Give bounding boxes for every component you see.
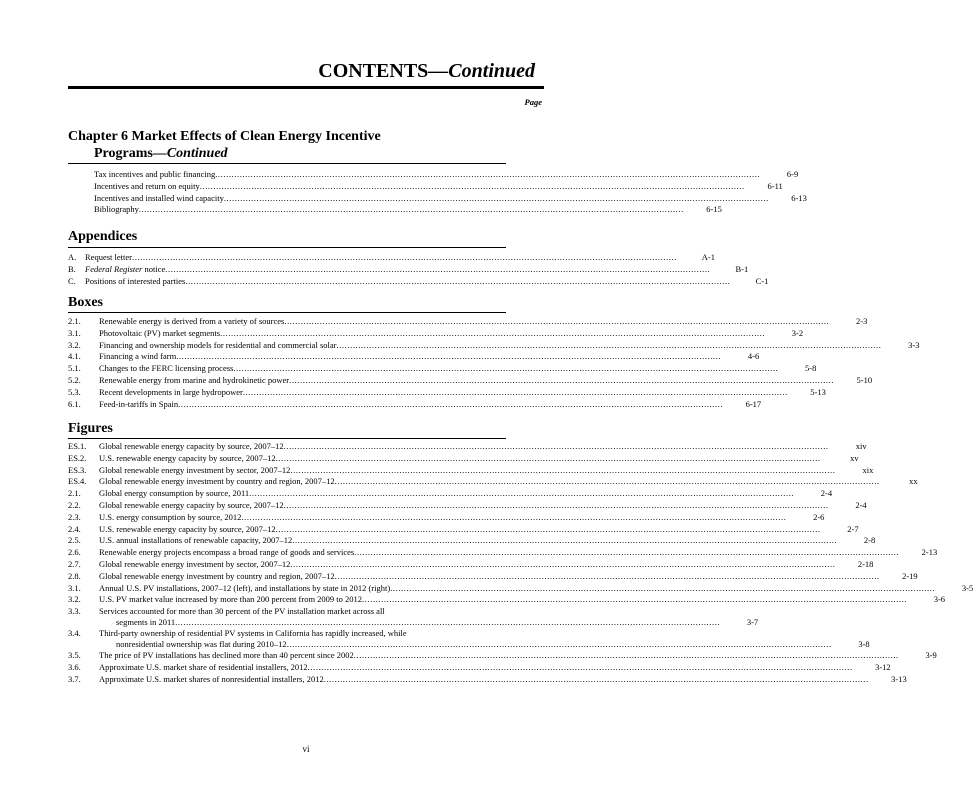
boxes-heading: Boxes [68,295,103,310]
toc-entry[interactable]: ES.3. Global renewable energy investment by sector, 2007–12 ..... xix [68,465,544,477]
toc-entry[interactable]: C. Positions of interested parties ..... C-1 [68,276,544,288]
toc-entry[interactable]: ES.1. Global renewable energy capacity by source, 2007–12 ..... xiv [68,441,544,453]
figures-list [68,441,973,686]
toc-entry[interactable]: Bibliography ..... 6-15 [68,204,544,216]
toc-entry[interactable]: 3.1. Photovoltaic (PV) market segments ..... 3-2 [68,328,544,340]
chapter-entry-list [68,169,807,216]
page-title: CONTENTS—Continued [318,60,535,82]
toc-entry[interactable]: 2.2. Global renewable energy capacity by source, 2007–12 ..... 2-4 [68,500,544,512]
toc-entry[interactable]: 3.2. Financing and ownership models for residential and commercial solar ..... 3-3 [68,340,544,352]
toc-entry[interactable]: Incentives and installed wind capacity ..... 6-13 [68,193,544,205]
toc-entry[interactable]: 2.1. Renewable energy is derived from a variety of sources ..... 2-3 [68,316,544,328]
toc-entry[interactable]: 5.3. Recent developments in large hydropower ..... 5-13 [68,387,544,399]
toc-entry[interactable]: Incentives and return on equity ..... 6-11 [68,181,544,193]
toc-entry[interactable]: 3.5. The price of PV installations has declined more than 40 percent since 2002 ..... 3-9 [68,650,544,662]
toc-entry[interactable]: 3.1. Annual U.S. PV installations, 2007–12 (left), and installations by state in 2012 (right) ..... 3-5 [68,583,544,595]
toc-entry[interactable]: 3.7. Approximate U.S. market shares of nonresidential installers, 2012 ..... 3-13 [68,674,544,686]
toc-entry[interactable]: 4.1. Financing a wind farm ..... 4-6 [68,351,544,363]
toc-entry[interactable]: ES.4. Global renewable energy investment by country and region, 2007–12 ..... xx [68,476,544,488]
toc-entry[interactable]: 2.1. Global energy consumption by source, 2011 ..... 2-4 [68,488,544,500]
toc-entry[interactable]: ES.2. U.S. renewable energy capacity by source, 2007–12 ..... xv [68,453,544,465]
toc-entry[interactable]: 2.8. Global renewable energy investment by country and region, 2007–12 ..... 2-19 [68,571,544,583]
toc-entry[interactable]: 5.2. Renewable energy from marine and hydrokinetic power ..... 5-10 [68,375,544,387]
title-rule [68,86,544,89]
toc-entry[interactable]: 2.5. U.S. annual installations of renewable capacity, 2007–12 ..... 2-8 [68,535,544,547]
toc-entry[interactable]: 2.3. U.S. energy consumption by source, 2012 ..... 2-6 [68,512,544,524]
toc-entry[interactable]: 2.6. Renewable energy projects encompass a broad range of goods and services ..... 2-13 [68,547,544,559]
chapter-heading: Chapter 6 Market Effects of Clean Energy Incentive Programs—Continued [68,129,381,161]
toc-entry[interactable]: 6.1. Feed-in-tariffs in Spain ..... 6-17 [68,399,544,411]
appendices-list [68,252,769,287]
appendices-heading: Appendices [68,229,138,244]
toc-entry[interactable]: 3.2. U.S. PV market value increased by more than 200 percent from 2009 to 2012 ..... 3-6 [68,594,544,606]
toc-entry[interactable]: 3.3. Services accounted for more than 30 percent of the PV installation market across all segments in 2011 ..... 3-7 [68,606,544,628]
toc-entry[interactable]: A. Request letter ..... A-1 [68,252,544,264]
toc-entry[interactable]: Tax incentives and public financing ..... 6-9 [68,169,544,181]
page-number: vi [302,744,310,754]
toc-entry[interactable]: 3.4. Third-party ownership of residential PV systems in California has rapidly increased, while nonresidential ownership was flat during 2010–12 ..... 3-8 [68,628,544,650]
toc-entry[interactable]: B. Federal Register notice ..... B-1 [68,264,544,276]
boxes-rule [68,312,506,313]
boxes-list [68,316,920,410]
toc-entry[interactable]: 3.6. Approximate U.S. market share of residential installers, 2012 ..... 3-12 [68,662,544,674]
page-column-header: Page [524,97,542,107]
figures-heading: Figures [68,421,113,436]
toc-entry[interactable]: 2.7. Global renewable energy investment by sector, 2007–12 ..... 2-18 [68,559,544,571]
toc-entry[interactable]: 2.4. U.S. renewable energy capacity by source, 2007–12 ..... 2-7 [68,524,544,536]
chapter-rule [68,163,506,164]
figures-rule [68,438,506,439]
toc-entry[interactable]: 5.1. Changes to the FERC licensing process ..... 5-8 [68,363,544,375]
appendices-rule [68,247,506,248]
